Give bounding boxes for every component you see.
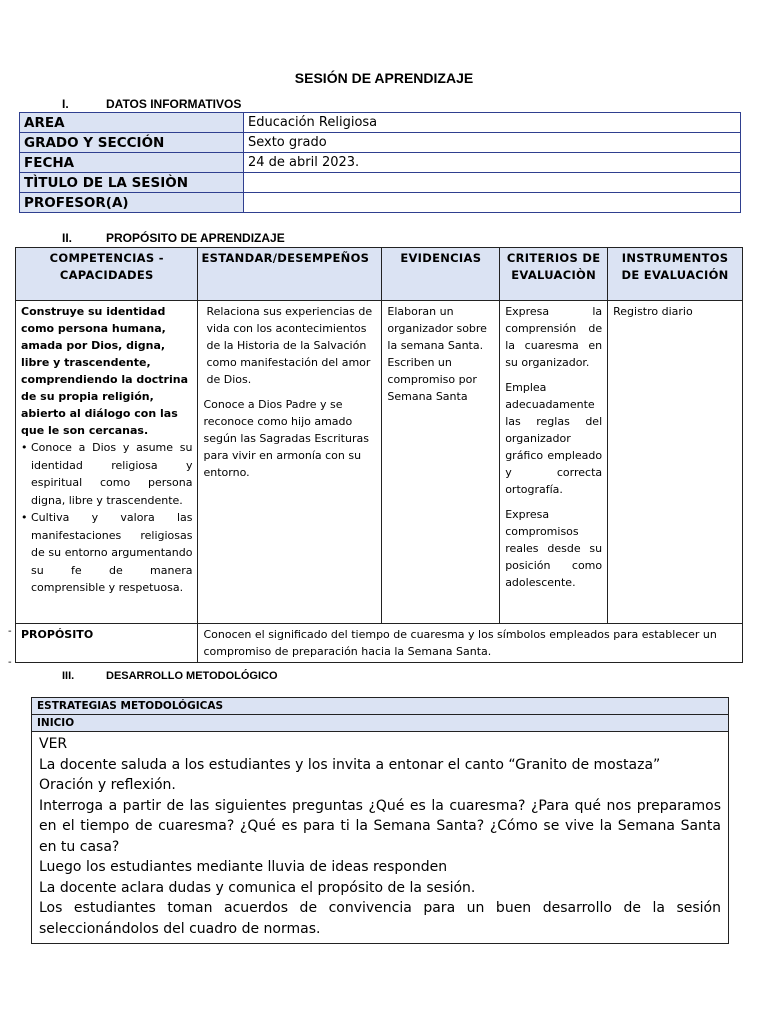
criterio-text: Emplea adecuadamente las reglas del organizador gráfico empleado y correcta ortografía. xyxy=(505,381,603,496)
header-instrumentos: INSTRUMENTOS DE EVALUACIÓN xyxy=(608,248,743,301)
datos-value xyxy=(244,173,741,193)
table-row xyxy=(20,133,741,153)
list-item: • Conoce a Dios y asume su identidad religiosa y espiritual como persona digna, libre y trascendente. xyxy=(31,439,192,509)
header-competencias: COMPETENCIAS - CAPACIDADES xyxy=(16,248,198,301)
criterios-cell xyxy=(500,301,608,624)
desempenos-cell xyxy=(198,301,382,624)
proposito-table xyxy=(15,247,743,663)
table-row xyxy=(20,193,741,213)
table-row xyxy=(20,113,741,133)
datos-informativos-table xyxy=(19,112,741,213)
header-evidencias: EVIDENCIAS xyxy=(382,248,500,301)
body-line: La docente aclara dudas y comunica el propósito de la sesión. xyxy=(39,879,476,896)
capacidades-list xyxy=(21,439,192,597)
datos-value: Sexto grado xyxy=(244,133,741,153)
datos-label: PROFESOR(A) xyxy=(20,193,244,213)
evidencia-text: Elaboran un organizador sobre la semana Santa. xyxy=(387,305,487,352)
datos-value xyxy=(244,193,741,213)
body-line: Interroga a partir de las siguientes preguntas ¿Qué es la cuaresma? ¿Para qué nos preparamos en el tiempo de cuaresma? ¿Qué es para ti la Semana Santa? ¿Cómo se vive la Semana Santa en tu casa? xyxy=(39,797,721,855)
evidencia-text: Escriben un compromiso por Semana Santa xyxy=(387,356,477,403)
section-label: DATOS INFORMATIVOS xyxy=(106,97,242,111)
criterio-text: Expresa la comprensión de la cuaresma en su organizador. xyxy=(505,305,603,369)
datos-label: AREA xyxy=(20,113,244,133)
datos-value: Educación Religiosa xyxy=(244,113,741,133)
body-line: Luego los estudiantes mediante lluvia de ideas responden xyxy=(39,859,448,875)
datos-label: FECHA xyxy=(20,153,244,173)
header-estandar: ESTANDAR/DESEMPEÑOS xyxy=(198,248,382,301)
competencias-cell xyxy=(16,301,198,624)
section-label: DESARROLLO METODOLÓGICO xyxy=(106,670,278,682)
table-row xyxy=(20,173,741,193)
instrumentos-cell: Registro diario xyxy=(608,301,743,624)
body-line: Oración y reflexión. xyxy=(39,777,176,793)
table-row xyxy=(32,698,729,715)
datos-label: GRADO Y SECCIÓN xyxy=(20,133,244,153)
desarrollo-table xyxy=(31,697,729,944)
section-number: II. xyxy=(62,231,73,245)
header-criterios: CRITERIOS DE EVALUACIÒN xyxy=(500,248,608,301)
estrategias-header: ESTRATEGIAS METODOLÓGICAS xyxy=(32,698,729,715)
section-label: PROPÓSITO DE APRENDIZAJE xyxy=(106,231,285,245)
body-line: Los estudiantes toman acuerdos de convivencia para un buen desarrollo de la sesión seleccionándolos del cuadro de normas. xyxy=(39,900,721,937)
proposito-text: Conocen el significado del tiempo de cuaresma y los símbolos empleados para establecer un compromiso de preparación hacia la Semana Santa. xyxy=(198,624,743,663)
criterio-text: Expresa compromisos reales desde su posición como adolescente. xyxy=(505,508,603,589)
section-number: III. xyxy=(62,670,75,682)
section-heading-proposito xyxy=(62,231,285,245)
table-row xyxy=(32,715,729,732)
competencia-text: Construye su identidad como persona humana, amada por Dios, digna, libre y trascendente, comprendiendo la doctrina de su propia religión, abierto al diálogo con las que le son cercanas. xyxy=(21,305,189,437)
inicio-body xyxy=(32,732,729,944)
body-line: VER xyxy=(39,736,68,752)
table-row xyxy=(16,624,743,663)
table-row xyxy=(20,153,741,173)
list-item: • Cultiva y valora las manifestaciones religiosas de su entorno argumentando su fe de manera comprensible y respetuosa. xyxy=(31,509,192,597)
margin-mark: - xyxy=(8,657,12,668)
table-row xyxy=(32,732,729,944)
section-heading-desarrollo xyxy=(62,670,278,682)
page-title: SESIÓN DE APRENDIZAJE xyxy=(294,70,474,86)
section-heading-datos xyxy=(62,97,241,111)
margin-mark: - xyxy=(8,626,12,637)
table-row xyxy=(16,301,743,624)
evidencias-cell xyxy=(382,301,500,624)
desempeno-text: Relaciona sus experiencias de vida con los acontecimientos de la Historia de la Salvación como manifestación del amor de Dios. xyxy=(206,305,373,386)
datos-value: 24 de abril 2023. xyxy=(244,153,741,173)
datos-label: TÌTULO DE LA SESIÒN xyxy=(20,173,244,193)
proposito-label: PROPÓSITO xyxy=(16,624,198,663)
body-line: La docente saluda a los estudiantes y los invita a entonar el canto “Granito de mostaza” xyxy=(39,756,661,773)
desempeno-text: Conoce a Dios Padre y se reconoce como hijo amado según las Sagradas Escrituras para vivir en armonía con su entorno. xyxy=(203,398,369,479)
inicio-header: INICIO xyxy=(32,715,729,732)
table-header-row xyxy=(16,248,743,301)
section-number: I. xyxy=(62,97,69,111)
